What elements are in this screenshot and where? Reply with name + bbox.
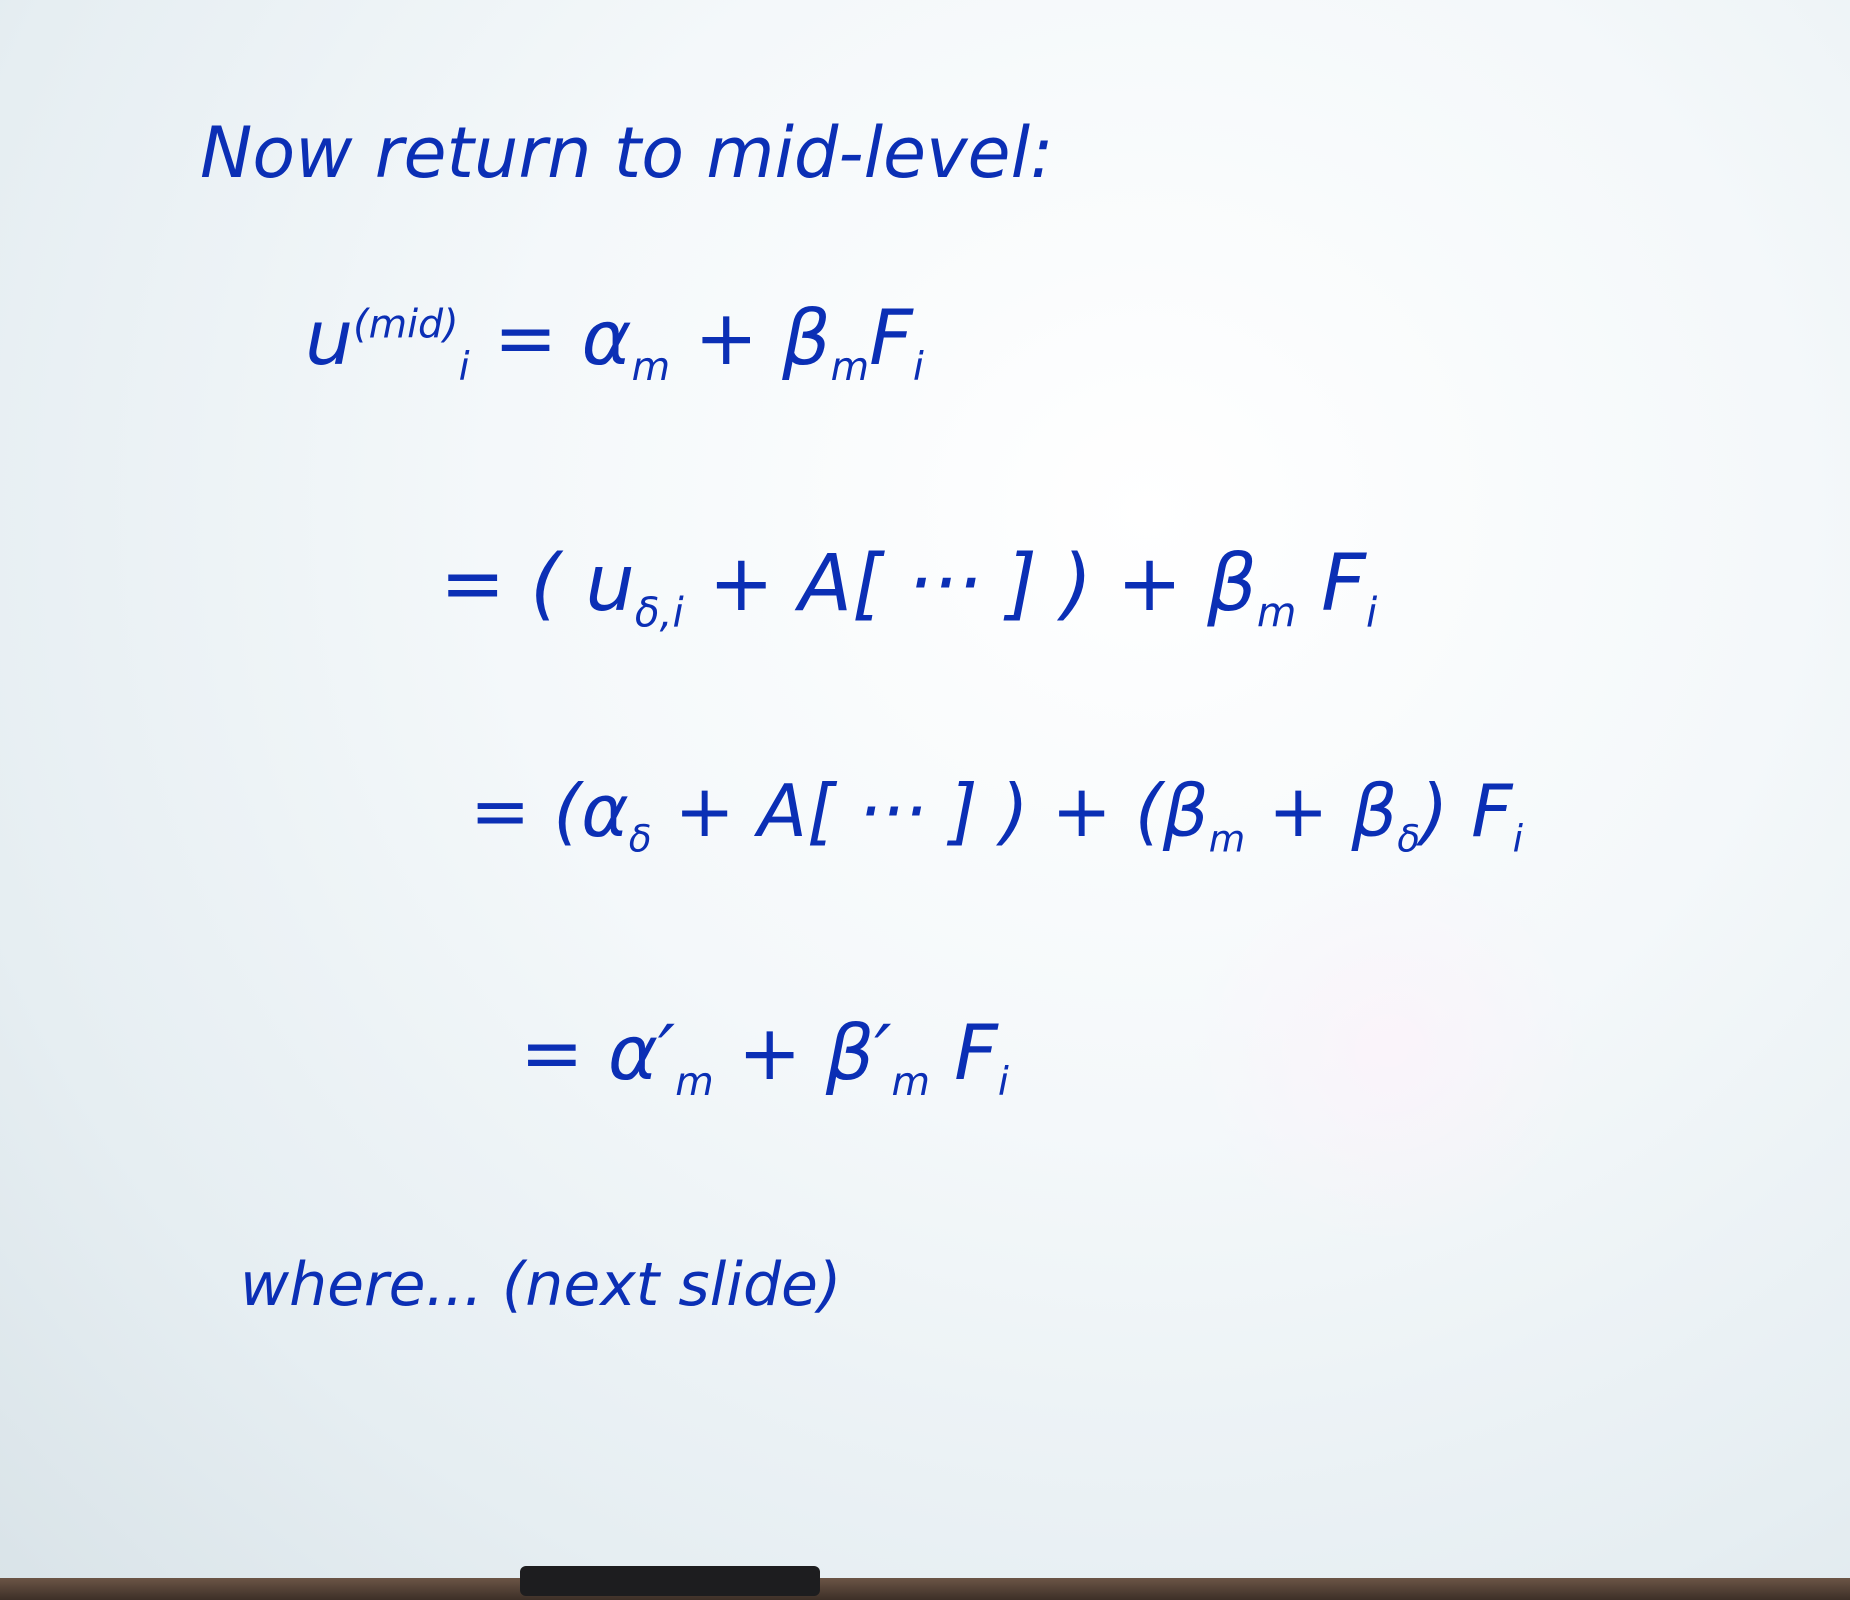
eq3-sub-2: m: [1208, 816, 1246, 861]
eq3-middle: + A[ ··· ] ) + (β: [651, 769, 1209, 853]
eq2-middle: + A[ ··· ] ) + β: [683, 539, 1257, 629]
eq2-sub-1: δ,i: [634, 588, 684, 637]
footer-note: where... (next slide): [240, 1250, 842, 1320]
eq3-sub-4: i: [1512, 816, 1523, 861]
eq2-f: F: [1296, 539, 1367, 629]
eq4-f: F: [929, 1008, 998, 1097]
equation-line-2: [440, 539, 1378, 637]
light-glare: [1180, 860, 1600, 1240]
equation-line-4: [520, 1008, 1009, 1106]
eq2-sub-3: i: [1366, 588, 1378, 637]
board-ledge: [0, 1578, 1850, 1600]
eq3-start: = (α: [470, 769, 629, 853]
eq3-f: ) F: [1420, 769, 1513, 853]
eq3-beta: + β: [1245, 769, 1398, 853]
eq4-sub-2: m: [891, 1059, 930, 1106]
eq1-rhs-alpha: = α: [493, 293, 632, 382]
eq3-sub-3: δ: [1397, 816, 1421, 861]
eq4-start: = α′: [520, 1008, 676, 1097]
eq1-rhs-sub-3: i: [912, 344, 924, 391]
eq1-rhs-f: F: [869, 293, 913, 382]
eq1-lhs: u: [305, 293, 354, 382]
eq4-sub-3: i: [997, 1059, 1009, 1106]
eq2-start: = ( u: [440, 539, 635, 629]
eq1-rhs-sub-2: m: [830, 344, 870, 391]
eq1-rhs-sub-1: m: [631, 344, 671, 391]
eq1-lhs-superscript: (mid): [353, 301, 459, 348]
eq4-sub-1: m: [675, 1059, 714, 1106]
equation-line-1: [305, 293, 924, 391]
eraser: [520, 1566, 820, 1596]
heading-text: Now return to mid-level:: [200, 112, 1054, 194]
eq1-lhs-subscript: i: [458, 344, 470, 391]
eq4-beta: + β′: [713, 1008, 892, 1097]
equation-line-3: [470, 769, 1523, 861]
eq1-rhs-beta: + β: [670, 293, 831, 382]
eq2-sub-2: m: [1256, 588, 1297, 637]
eq3-sub-1: δ: [628, 816, 652, 861]
